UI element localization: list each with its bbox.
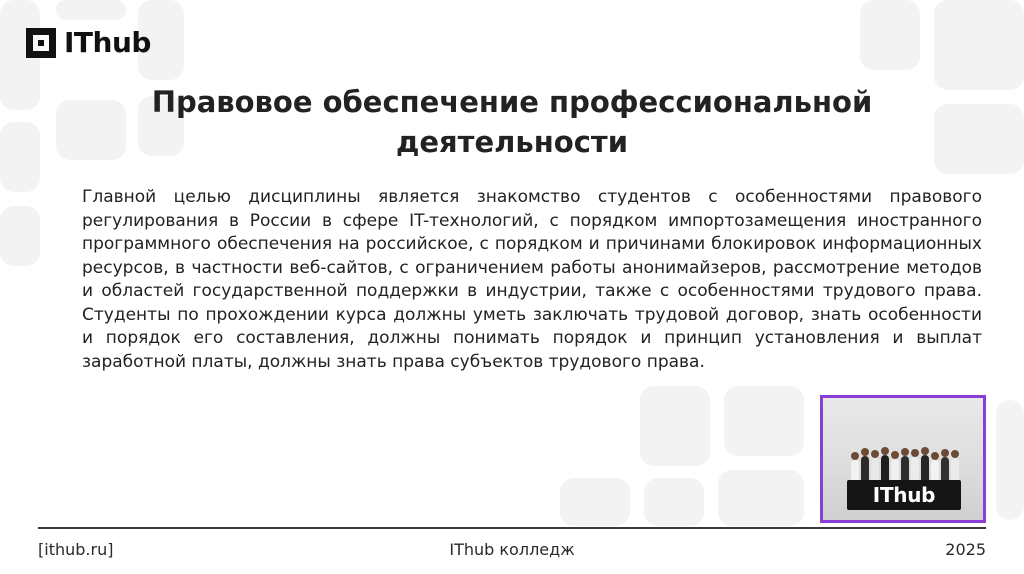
person-head <box>851 452 859 460</box>
person-head <box>941 449 949 457</box>
body-paragraph: Главной целью дисциплины является знакомство студентов с особенностями правового регулирования в России в сфере IT-технологий, с порядком импортозамещения иностранного программного обеспечения на российское, с порядком и причинами блокировок информационных ресурсов, в частности веб-сайтов, с ограничением работы анонимайзеров, рассмотрение методов и областей государственной поддержки в индустрии, также с особенностями трудового права. Студенты по прохождении курса должны уметь заключать трудовой договор, знать особенности и порядок его составления, должны понимать порядок и принцип установления и выплат заработной платы, должны знать права субъектов трудового права. <box>82 187 982 372</box>
person-head <box>931 452 939 460</box>
background-tile <box>560 478 630 526</box>
person-head <box>891 451 899 459</box>
background-tile <box>724 386 804 456</box>
background-tile <box>0 206 40 266</box>
group-photo <box>820 395 986 523</box>
person-head <box>951 450 959 458</box>
ithub-sign-text: IThub <box>872 483 936 507</box>
page-title-line-2: деятельности <box>395 125 629 159</box>
background-tile <box>996 400 1024 520</box>
footer-college-name: IThub колледж <box>449 540 575 559</box>
ithub-sign <box>847 480 961 510</box>
background-tile <box>56 0 126 20</box>
footer-website: [ithub.ru] <box>38 540 114 559</box>
person-head <box>881 447 889 455</box>
logo-square-icon <box>26 28 56 58</box>
person-head <box>911 449 919 457</box>
logo-text: IThub <box>64 26 151 59</box>
logo-dot <box>38 40 44 46</box>
background-tile <box>934 0 1024 90</box>
background-tile <box>640 386 710 466</box>
footer-divider <box>38 527 986 529</box>
person-head <box>861 448 869 456</box>
background-tile <box>860 0 920 70</box>
logo <box>26 26 151 59</box>
person-head <box>871 450 879 458</box>
background-tile <box>644 478 704 526</box>
footer-year: 2025 <box>945 540 986 559</box>
person-head <box>921 447 929 455</box>
person-head <box>901 448 909 456</box>
page-title-line-1: Правовое обеспечение профессиональной <box>151 85 873 119</box>
background-tile <box>718 470 804 526</box>
page-title <box>0 82 1024 162</box>
